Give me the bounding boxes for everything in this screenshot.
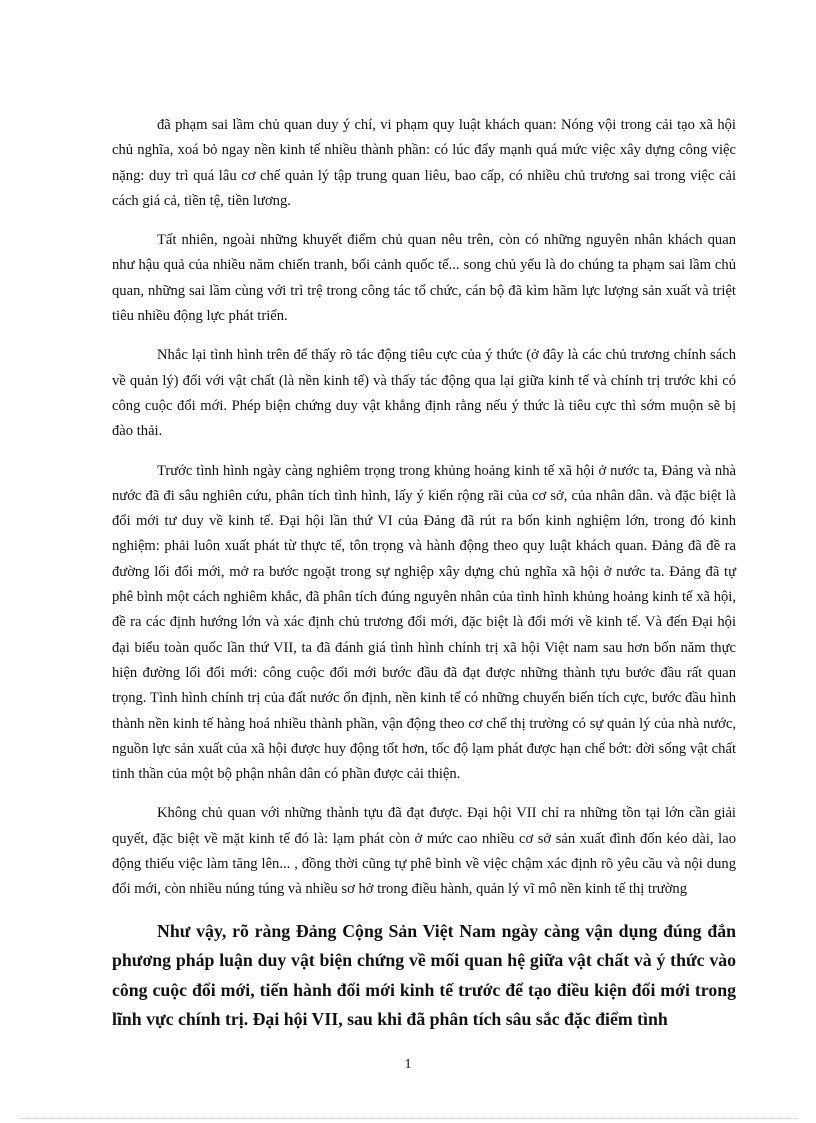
page-number: 1 (404, 1057, 412, 1072)
paragraph-4: Trước tình hình ngày càng nghiêm trọng trong khủng hoảng kinh tế xã hội ở nước ta, Đảng và nhà nước đã đi sâu nghiên cứu, phân tích tình hình, lấy ý kiến rộng rãi của cơ sở, của nhân dân. và đặc biệt là đổi mới tư duy về kinh tế. Đại hội lần thứ VI của Đảng đã rút ra bốn kinh nghiệm lớn, trong đó kinh nghiệm: phải luôn xuất phát từ thực tế, tôn trọng và hành động theo quy luật khách quan. Đảng đã đề ra đường lối đổi mới, mở ra bước ngoặt trong sự nghiệp xây dựng chủ nghĩa xã hội ở nước ta. Đảng đã tự phê bình một cách nghiêm khắc, đã phân tích đúng nguyên nhân của tình hình khủng hoảng kinh tế xã hội, đề ra các định hướng lớn và xác định chủ trương đổi mới, đặc biệt là đổi mới về kinh tế. Và đến Đại hội đại biểu toàn quốc lần thứ VII, ta đã đánh giá tình hình chính trị xã hội Việt nam sau hơn bốn năm thực hiện đường lối đổi mới: công cuộc đổi mới bước đầu đã đạt được những thành tựu bước đầu rất quan trọng. Tình hình chính trị của đất nước ổn định, nền kinh tế có những chuyển biến tích cực, bước đầu hình thành nền kinh tế hàng hoá nhiều thành phần, vận động theo cơ chế thị trường có sự quản lý của nhà nước, nguồn lực sản xuất của xã hội được huy động tốt hơn, tốc độ lạm phát được hạn chế bớt: đời sống vật chất tinh thần của một bộ phận nhân dân có phần được cải thiện. (112, 462, 736, 783)
bold-paragraph: Như vậy, rõ ràng Đảng Cộng Sản Việt Nam ngày càng vận dụng đúng đắn phương pháp luận duy vật biện chứng về mối quan hệ giữa vật chất và ý thức vào công cuộc đổi mới, tiến hành đổi mới kinh tế trước để tạo điều kiện đổi mới trong lĩnh vực chính trị. Đại hội VII, sau khi đã phân tích sâu sắc đặc điểm tình (112, 920, 736, 1030)
page-edge-divider (20, 1118, 796, 1119)
paragraph-3: Nhắc lại tình hình trên để thấy rõ tác động tiêu cực của ý thức (ở đây là các chủ trương chính sách về quản lý) đối với vật chất (là nền kinh tế) và thấy tác động qua lại giữa kinh tế và chính trị trước khi có công cuộc đổi mới. Phép biện chứng duy vật khẳng định rằng nếu ý thức là tiêu cực thì sớm muộn sẽ bị đào thải. (112, 347, 736, 440)
document-body (112, 113, 736, 1049)
paragraph-1: đã phạm sai lầm chủ quan duy ý chí, vi phạm quy luật khách quan: Nóng vội trong cải tạo xã hội chủ nghĩa, xoá bỏ ngay nền kinh tế nhiều thành phần: có lúc đẩy mạnh quá mức việc xây dựng công việc nặng: duy trì quá lâu cơ chế quản lý tập trung quan liêu, bao cấp, có nhiều chủ trương sai trong việc cải cách giá cả, tiền tệ, tiền lương. (112, 117, 736, 209)
paragraph-5: Không chủ quan với những thành tựu đã đạt được. Đại hội VII chỉ ra những tồn tại lớn cần giải quyết, đặc biệt về mặt kinh tế đó là: lạm phát còn ở mức cao nhiều cơ sở sản xuất đình đốn kéo dài, lao động thiếu việc làm tăng lên... , đồng thời cũng tự phê bình về việc chậm xác định rõ yêu cầu và nội dung đổi mới, còn nhiều núng túng và nhiều sơ hở trong điều hành, quản lý vĩ mô nền kinh tế thị trường (112, 805, 736, 898)
paragraph-2: Tất nhiên, ngoài những khuyết điểm chủ quan nêu trên, còn có những nguyên nhân khách quan như hậu quả của nhiều năm chiến tranh, bối cảnh quốc tế... song chủ yếu là do chúng ta phạm sai lầm chủ quan, những sai lầm cùng với trì trệ trong công tác tổ chức, cán bộ đã kìm hãm lực lượng sản xuất và triệt tiêu nhiều động lực phát triển. (112, 232, 736, 325)
